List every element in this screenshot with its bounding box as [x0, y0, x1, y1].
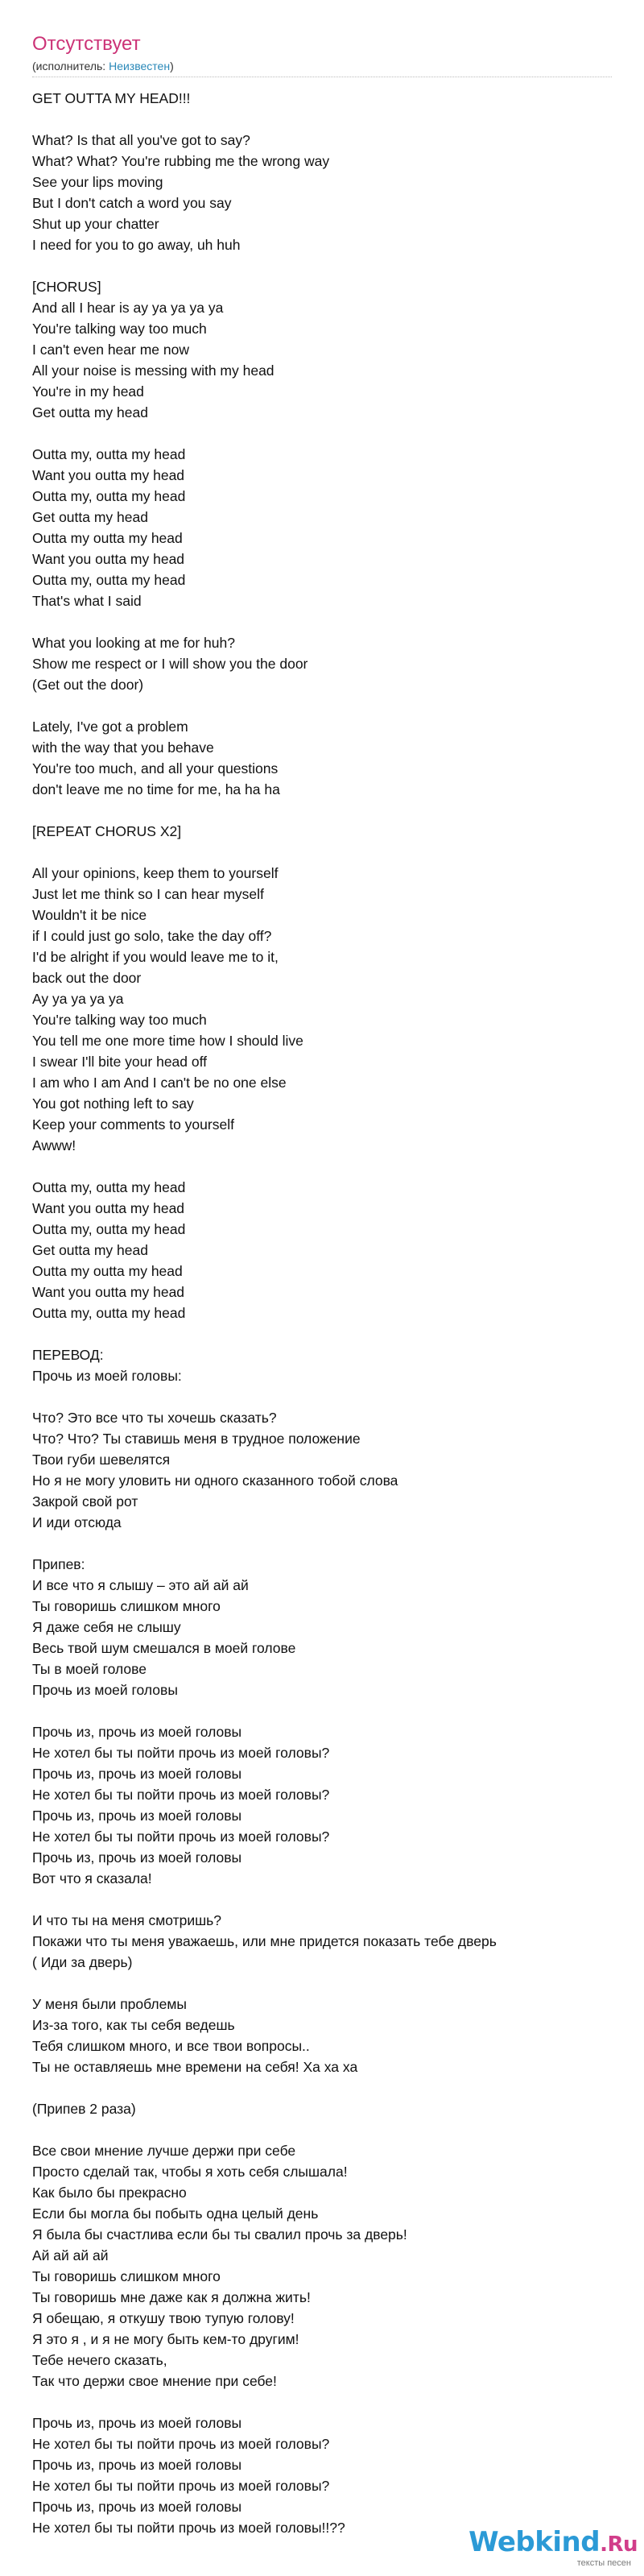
lyric-line: [REPEAT CHORUS X2] [32, 823, 182, 839]
song-title: Отсутствует [32, 33, 141, 55]
lyric-line: But I don't catch a word you say [32, 195, 232, 211]
lyric-line: Прочь из, прочь из моей головы [32, 1808, 242, 1824]
lyric-line: I need for you to go away, uh huh [32, 237, 241, 253]
lyric-line: Весь твой шум смешался в моей голове [32, 1640, 296, 1656]
lyric-line: Outta my, outta my head [32, 1221, 186, 1237]
lyric-line: Ты говоришь слишком много [32, 2268, 221, 2284]
lyric-line: Не хотел бы ты пойти прочь из моей головы? [32, 2436, 330, 2452]
site-footer [469, 2527, 638, 2568]
lyric-line: You're in my head [32, 383, 144, 400]
lyric-line: Прочь из моей головы: [32, 1368, 182, 1384]
lyric-line: (Припев 2 раза) [32, 2101, 136, 2117]
lyric-line: All your opinions, keep them to yourself [32, 865, 279, 881]
lyric-line: [CHORUS] [32, 279, 101, 295]
lyric-line: Outta my, outta my head [32, 1305, 186, 1321]
artist-link[interactable]: Неизвестен [109, 60, 171, 72]
lyric-line: Просто сделай так, чтобы я хоть себя слышала! [32, 2164, 348, 2180]
lyric-line: Если бы могла бы побыть одна целый день [32, 2205, 319, 2222]
logo-tagline: тексты песен [576, 2558, 631, 2568]
lyric-line: You're talking way too much [32, 1012, 207, 1028]
lyric-line: You're talking way too much [32, 321, 207, 337]
lyric-line [32, 1156, 612, 1177]
lyric-line: Как было бы прекрасно [32, 2185, 187, 2201]
lyric-line: Вот что я сказала! [32, 1870, 152, 1886]
lyric-line [32, 109, 612, 130]
lyric-line [32, 1973, 612, 1994]
lyrics-text [32, 88, 612, 2538]
lyric-line: Outta my outta my head [32, 530, 183, 546]
lyric-line [32, 2077, 612, 2098]
lyric-line: I can't even hear me now [32, 342, 189, 358]
lyric-line: Ты не оставляешь мне времени на себя! Ха ха ха [32, 2059, 358, 2075]
lyric-line: Не хотел бы ты пойти прочь из моей головы? [32, 2478, 330, 2494]
lyric-line: Want you outta my head [32, 1284, 185, 1300]
lyric-line: See your lips moving [32, 174, 163, 190]
lyric-line: Тебе нечего сказать, [32, 2352, 167, 2368]
lyric-line: Outta my, outta my head [32, 572, 186, 588]
lyric-line: ( Иди за дверь) [32, 1954, 133, 1970]
lyric-line [32, 1533, 612, 1554]
lyric-line: Прочь из, прочь из моей головы [32, 2415, 242, 2431]
lyric-line: Но я не могу уловить ни одного сказанного тобой слова [32, 1472, 398, 1489]
lyric-line: Ай ай ай ай [32, 2247, 109, 2263]
lyric-line [32, 1700, 612, 1721]
lyric-line: Outta my, outta my head [32, 488, 186, 504]
lyric-line: Твои губи шевелятся [32, 1452, 171, 1468]
lyric-line: You tell me one more time how I should live [32, 1033, 303, 1049]
lyric-line: Не хотел бы ты пойти прочь из моей головы? [32, 1787, 330, 1803]
lyric-line: Get outta my head [32, 404, 148, 420]
lyric-line: Прочь из, прочь из моей головы [32, 1849, 242, 1866]
lyric-line: Не хотел бы ты пойти прочь из моей головы? [32, 1828, 330, 1845]
lyric-line: Прочь из, прочь из моей головы [32, 1724, 242, 1740]
lyric-line: Lately, I've got a problem [32, 719, 188, 735]
lyric-line: I am who I am And I can't be no one else [32, 1075, 287, 1091]
lyric-line [32, 2119, 612, 2140]
lyric-line: Get outta my head [32, 509, 148, 525]
lyric-line: Из-за того, как ты себя ведешь [32, 2017, 235, 2033]
logo-main-text: Webkind [469, 2526, 601, 2558]
lyric-line: Все свои мнение лучше держи при себе [32, 2143, 296, 2159]
lyric-line: Припев: [32, 1556, 85, 1572]
lyric-line: (Get out the door) [32, 677, 144, 693]
lyric-line: Не хотел бы ты пойти прочь из моей головы? [32, 1745, 330, 1761]
lyric-line: Ay ya ya ya ya [32, 991, 124, 1007]
lyric-line: Keep your comments to yourself [32, 1116, 234, 1133]
lyric-line: Прочь из, прочь из моей головы [32, 2499, 242, 2515]
artist-prefix: (исполнитель: [32, 60, 109, 72]
lyric-line: Прочь из, прочь из моей головы [32, 1766, 242, 1782]
lyric-line: Прочь из моей головы [32, 1682, 178, 1698]
lyric-line: У меня были проблемы [32, 1996, 187, 2012]
lyric-line: ПЕРЕВОД: [32, 1347, 104, 1363]
lyric-line: Want you outta my head [32, 551, 185, 567]
lyric-line [32, 611, 612, 632]
logo-tld-text: .Ru [600, 2533, 638, 2557]
lyric-line [32, 1386, 612, 1407]
lyric-line [32, 423, 612, 444]
lyric-line: И все что я слышу – это ай ай ай [32, 1577, 249, 1593]
song-header [32, 32, 612, 74]
lyric-line: Outta my, outta my head [32, 446, 186, 462]
lyric-line: Get outta my head [32, 1242, 148, 1258]
artist-suffix: ) [170, 60, 174, 72]
webkind-logo[interactable] [469, 2527, 638, 2560]
lyric-line: И что ты на меня смотришь? [32, 1912, 221, 1928]
lyric-line: And all I hear is ay ya ya ya ya [32, 300, 224, 316]
lyric-line: Show me respect or I will show you the door [32, 656, 308, 672]
lyric-line: Покажи что ты меня уважаешь, или мне придется показать тебе дверь [32, 1933, 497, 1949]
lyric-line: GET OUTTA MY HEAD!!! [32, 90, 191, 106]
lyric-line: Не хотел бы ты пойти прочь из моей головы!!?? [32, 2520, 345, 2536]
lyric-line: Wouldn't it be nice [32, 907, 147, 923]
lyric-line: All your noise is messing with my head [32, 362, 275, 379]
lyric-line: Shut up your chatter [32, 216, 159, 232]
lyric-line: Я это я , и я не могу быть кем-то другим! [32, 2331, 299, 2347]
artist-line [32, 58, 612, 74]
lyric-line: Outta my, outta my head [32, 1179, 186, 1195]
lyric-line: I swear I'll bite your head off [32, 1054, 208, 1070]
lyric-line: You got nothing left to say [32, 1095, 194, 1112]
lyric-line: back out the door [32, 970, 142, 986]
lyric-line: What? What? You're rubbing me the wrong way [32, 153, 330, 169]
lyric-line: Закрой свой рот [32, 1493, 138, 1510]
lyric-line [32, 800, 612, 821]
lyric-line [32, 2392, 612, 2412]
lyric-line: What you looking at me for huh? [32, 635, 235, 651]
lyric-line: I'd be alright if you would leave me to it, [32, 949, 279, 965]
lyric-line: if I could just go solo, take the day off? [32, 928, 272, 944]
lyric-line: Ты в моей голове [32, 1661, 147, 1677]
lyric-line: Что? Это все что ты хочешь сказать? [32, 1410, 277, 1426]
lyric-line: Want you outta my head [32, 467, 185, 483]
lyric-line: Я обещаю, я откушу твою тупую голову! [32, 2310, 295, 2326]
lyric-line: Прочь из, прочь из моей головы [32, 2457, 242, 2473]
lyric-line: Что? Что? Ты ставишь меня в трудное положение [32, 1431, 361, 1447]
lyric-line: That's what I said [32, 593, 142, 609]
lyric-line [32, 1889, 612, 1910]
lyric-line: What? Is that all you've got to say? [32, 132, 250, 148]
lyric-line: Just let me think so I can hear myself [32, 886, 264, 902]
lyric-line: with the way that you behave [32, 739, 214, 756]
lyric-line: Ты говоришь мне даже как я должна жить! [32, 2289, 311, 2305]
lyric-line [32, 255, 612, 276]
lyric-line: Ты говоришь слишком много [32, 1598, 221, 1614]
lyric-line [32, 695, 612, 716]
lyric-line: Я даже себя не слышу [32, 1619, 181, 1635]
lyric-line: Тебя слишком много, и все твои вопросы.. [32, 2038, 310, 2054]
lyric-line: Так что держи свое мнение при себе! [32, 2373, 277, 2389]
lyric-line: И иди отсюда [32, 1514, 122, 1530]
lyric-line: You're too much, and all your questions [32, 760, 279, 777]
lyric-line [32, 1323, 612, 1344]
lyric-line: Want you outta my head [32, 1200, 185, 1216]
lyric-line [32, 842, 612, 863]
lyric-line: don't leave me no time for me, ha ha ha [32, 781, 280, 797]
lyric-line: Awww! [32, 1137, 76, 1153]
lyric-line: Outta my outta my head [32, 1263, 183, 1279]
lyric-line: Я была бы счастлива если бы ты свалил прочь за дверь! [32, 2226, 407, 2243]
